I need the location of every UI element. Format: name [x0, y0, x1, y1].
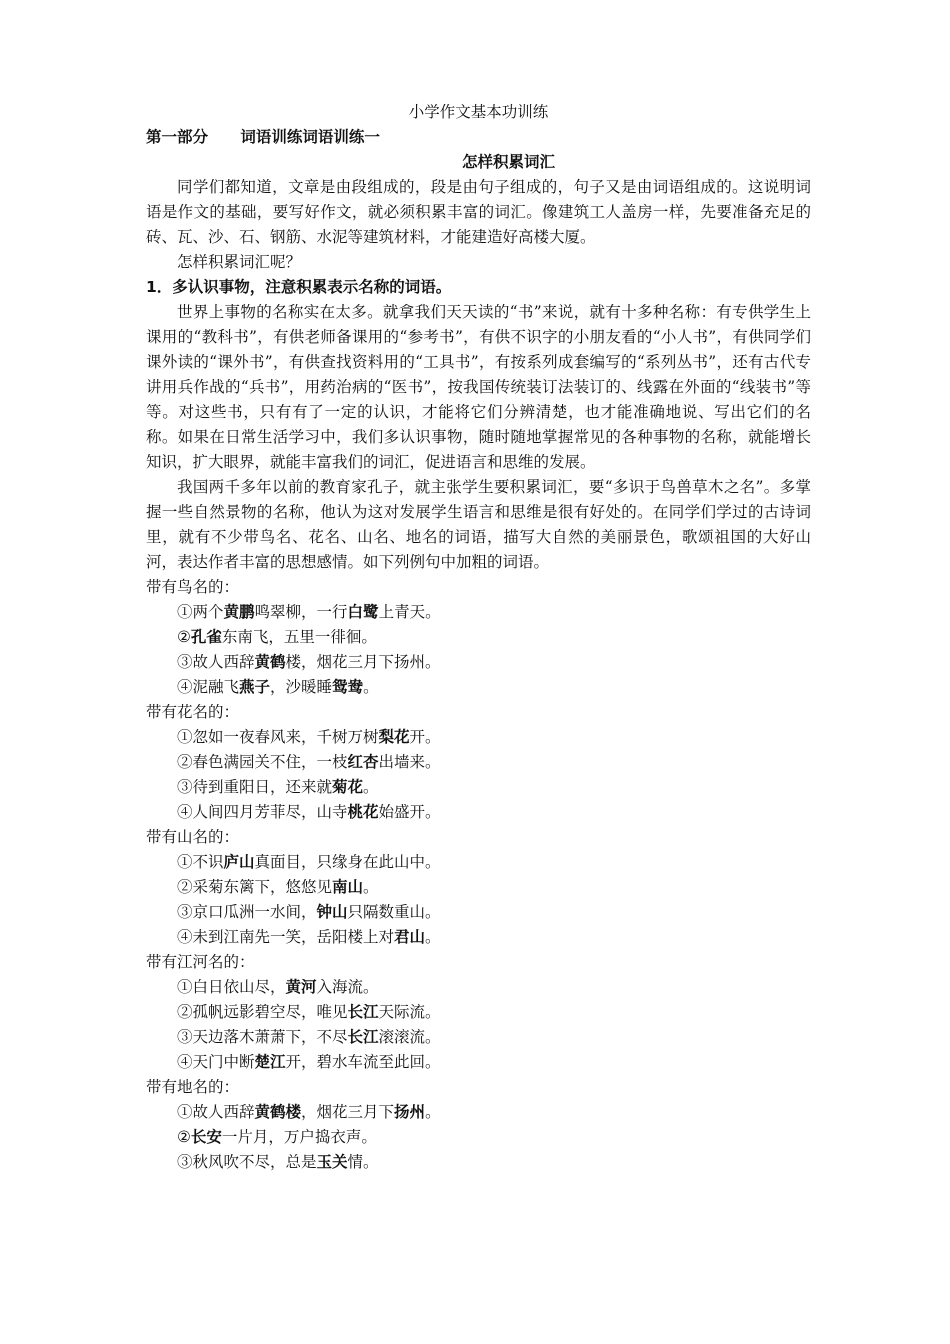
highlighted-term: 菊花	[332, 778, 364, 796]
line-text: 。	[425, 928, 441, 946]
highlighted-term: 燕子	[239, 678, 271, 696]
highlighted-term: 孔雀	[190, 628, 222, 646]
line-text: ③待到重阳日，还来就	[177, 778, 333, 796]
group-label: 带有地名的：	[146, 1078, 240, 1096]
line-text: 楼，烟花三月下扬州。	[285, 653, 441, 671]
line-text: ④天门中断	[177, 1053, 255, 1071]
highlighted-term: 南山	[332, 878, 364, 896]
group-label: 带有江河名的：	[146, 953, 255, 971]
example-line	[146, 900, 811, 925]
highlighted-term: 梨花	[378, 728, 410, 746]
line-text: ④泥融飞	[177, 678, 240, 696]
group-label: 带有鸟名的：	[146, 578, 240, 596]
example-line	[146, 925, 811, 950]
line-text: ②春色满园关不住，一枝	[177, 753, 348, 771]
highlighted-term: 钟山	[316, 903, 348, 921]
example-line	[146, 800, 811, 825]
line-text: ，沙暖睡	[270, 678, 333, 696]
intro-paragraph: 同学们都知道，文章是由段组成的，段是由句子组成的，句子又是由词语组成的。这说明词语是作文的基础，要写好作文，就必须积累丰富的词汇。像建筑工人盖房一样，先要准备充足的砖、瓦、沙、石、钢筋、水泥等建筑材料，才能建造好高楼大厦。	[146, 178, 811, 246]
highlighted-term: 黄鹤楼	[254, 1103, 302, 1121]
line-text: 一片月，万户捣衣声。	[221, 1128, 377, 1146]
line-text: 始盛开。	[378, 803, 441, 821]
highlighted-term: 长江	[347, 1028, 379, 1046]
highlighted-term: 扬州	[394, 1103, 426, 1121]
line-text: ③秋风吹不尽，总是	[177, 1153, 317, 1171]
line-text: 天际流。	[378, 1003, 441, 1021]
example-line	[146, 850, 811, 875]
document-page	[146, 100, 811, 1175]
line-text: ②	[177, 628, 191, 646]
example-groups	[146, 575, 811, 1175]
example-line	[146, 1050, 811, 1075]
line-text: ④未到江南先一笑，岳阳楼上对	[177, 928, 395, 946]
example-line	[146, 775, 811, 800]
line-text: ③故人西辞	[177, 653, 255, 671]
highlighted-term: 庐山	[223, 853, 255, 871]
line-text: 滚滚流。	[378, 1028, 441, 1046]
question-paragraph: 怎样积累词汇呢？	[177, 253, 302, 271]
line-text: ，烟花三月下	[301, 1103, 395, 1121]
example-line	[146, 600, 811, 625]
line-text: 情。	[347, 1153, 379, 1171]
line-text: 真面目，只缘身在此山中。	[254, 853, 441, 871]
line-text: 开，碧水车流至此回。	[285, 1053, 441, 1071]
line-text: 东南飞，五里一徘徊。	[221, 628, 377, 646]
section-title: 怎样积累词汇	[461, 153, 555, 171]
line-text: ①不识	[177, 853, 224, 871]
highlighted-term: 楚江	[254, 1053, 286, 1071]
line-text: ①故人西辞	[177, 1103, 255, 1121]
line-text: 。	[363, 878, 379, 896]
example-line	[146, 725, 811, 750]
example-line	[146, 1125, 811, 1150]
line-text: ②采菊东篱下，悠悠见	[177, 878, 333, 896]
highlighted-term: 长江	[347, 1003, 379, 1021]
example-line	[146, 1000, 811, 1025]
part-title: 词语训练词语训练一	[240, 128, 380, 146]
group-label: 带有花名的：	[146, 703, 240, 721]
line-text: ③京口瓜洲一水间，	[177, 903, 317, 921]
line-text: ①两个	[177, 603, 224, 621]
line-text: ②孤帆远影碧空尽，唯见	[177, 1003, 348, 1021]
highlighted-term: 白鹭	[347, 603, 379, 621]
example-line	[146, 625, 811, 650]
example-line	[146, 975, 811, 1000]
example-line	[146, 1025, 811, 1050]
example-line	[146, 750, 811, 775]
group-label: 带有山名的：	[146, 828, 240, 846]
body-paragraph: 我国两千多年以前的教育家孔子，就主张学生要积累词汇，要“多识于鸟兽草木之名”。多掌握一些自然景物的名称，他认为这对发展学生语言和思维是很有好处的。在同学们学过的古诗词里，就有不少带鸟名、花名、山名、地名的词语，描写大自然的美丽景色，歌颂祖国的大好山河，表达作者丰富的思想感情。如下列例句中加粗的词语。	[146, 478, 811, 571]
part-label: 第一部分	[146, 128, 209, 146]
highlighted-term: 长安	[190, 1128, 222, 1146]
highlighted-term: 红杏	[347, 753, 379, 771]
highlighted-term: 桃花	[347, 803, 379, 821]
line-text: ①白日依山尽，	[177, 978, 286, 996]
line-text: ①忽如一夜春风来，千树万树	[177, 728, 379, 746]
line-text: 只隔数重山。	[347, 903, 441, 921]
line-text: 。	[425, 1103, 441, 1121]
example-line	[146, 650, 811, 675]
line-text: 。	[363, 678, 379, 696]
line-text: 上青天。	[378, 603, 441, 621]
line-text: 出墙来。	[378, 753, 441, 771]
highlighted-term: 玉关	[316, 1153, 348, 1171]
highlighted-term: 黄鹤	[254, 653, 286, 671]
example-line	[146, 875, 811, 900]
body-paragraph: 世界上事物的名称实在太多。就拿我们天天读的“书”来说，就有十多种名称：有专供学生上课用的“教科书”，有供老师备课用的“参考书”，有供不识字的小朋友看的“小人书”，有供同学们课外读的“课外书”，有供查找资料用的“工具书”，有按系列成套编写的“系列丛书”，还有古代专讲用兵作战的“兵书”，用药治病的“医书”，按我国传统装订法装订的、线露在外面的“线装书”等等。对这些书，只有有了一定的认识，才能将它们分辨清楚，也才能准确地说、写出它们的名称。如果在日常生活学习中，我们多认识事物，随时随地掌握常见的各种事物的名称，就能增长知识，扩大眼界，就能丰富我们的词汇，促进语言和思维的发展。	[146, 303, 811, 471]
line-text: ④人间四月芳菲尽，山寺	[177, 803, 348, 821]
line-text: ③天边落木萧萧下，不尽	[177, 1028, 348, 1046]
line-text: 入海流。	[316, 978, 379, 996]
example-line	[146, 675, 811, 700]
highlighted-term: 黄河	[285, 978, 317, 996]
document-title: 小学作文基本功训练	[408, 103, 549, 121]
line-text: 开。	[409, 728, 441, 746]
highlighted-term: 君山	[394, 928, 426, 946]
example-line	[146, 1150, 811, 1175]
line-text: 。	[363, 778, 379, 796]
line-text: 鸣翠柳，一行	[254, 603, 348, 621]
line-text: ②	[177, 1128, 191, 1146]
part-heading	[146, 125, 811, 150]
highlighted-term: 鸳鸯	[332, 678, 364, 696]
highlighted-term: 黄鹏	[223, 603, 255, 621]
example-line	[146, 1100, 811, 1125]
heading-1: 1．多认识事物，注意积累表示名称的词语。	[146, 278, 452, 296]
